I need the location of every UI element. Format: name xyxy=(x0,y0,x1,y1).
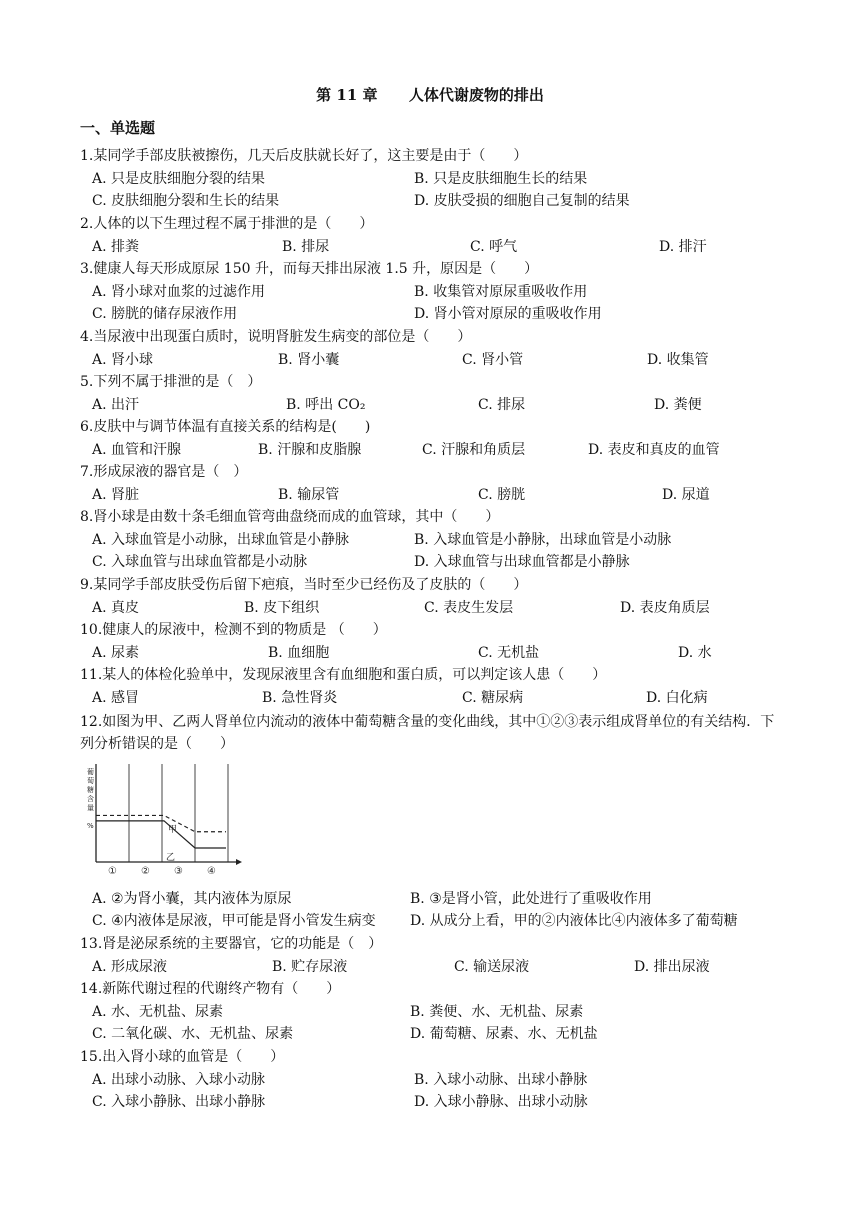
chart-region-dividers xyxy=(129,764,228,862)
chart-axes xyxy=(96,764,242,865)
question-5-option-c: C. 排尿 xyxy=(478,397,526,413)
question-1-option-d: D. 皮肤受损的细胞自己复制的结果 xyxy=(414,193,630,209)
question-13-stem: 13.肾是泌尿系统的主要器官，它的功能是（ ） xyxy=(80,936,383,952)
question-2-option-c: C. 呼气 xyxy=(470,239,518,255)
question-7-stem: 7.形成尿液的器官是（ ） xyxy=(80,464,248,480)
question-14-option-a: A. 水、无机盐、尿素 xyxy=(92,1004,224,1020)
question-6-option-b: B. 汗腺和皮脂腺 xyxy=(258,442,362,458)
section-heading: 一、单选题 xyxy=(80,119,156,137)
question-2-option-d: D. 排汗 xyxy=(659,239,707,255)
question-5-option-a: A. 出汗 xyxy=(92,397,140,413)
question-9-option-b: B. 皮下组织 xyxy=(244,600,320,616)
question-15-option-d: D. 入球小静脉、出球小动脉 xyxy=(414,1094,588,1110)
question-15-option-b: B. 入球小动脉、出球小静脉 xyxy=(414,1072,588,1088)
question-13-option-b: B. 贮存尿液 xyxy=(272,959,348,975)
question-5-option-b: B. 呼出 CO₂ xyxy=(286,397,366,413)
question-12-stem: 12.如图为甲、乙两人肾单位内流动的液体中葡萄糖含量的变化曲线，其中①②③表示组成肾单位的有关结构．下列分析错误的是（ ） xyxy=(80,714,775,752)
question-6-option-c: C. 汗腺和角质层 xyxy=(422,442,526,458)
question-13-option-a: A. 形成尿液 xyxy=(92,959,168,975)
question-15-stem: 15.出入肾小球的血管是（ ） xyxy=(80,1049,285,1065)
y-axis-label-char: 量 xyxy=(87,804,94,812)
question-5-stem: 5.下列不属于排泄的是（ ） xyxy=(80,374,262,390)
series-line-2 xyxy=(96,821,226,848)
x-axis-arrow xyxy=(236,859,242,865)
question-4-option-d: D. 收集管 xyxy=(647,352,709,368)
y-axis-unit: % xyxy=(87,822,94,830)
question-8-option-d: D. 入球血管与出球血管都是小静脉 xyxy=(414,554,630,570)
question-6-option-d: D. 表皮和真皮的血管 xyxy=(588,442,720,458)
question-10-option-a: A. 尿素 xyxy=(92,645,140,661)
question-2-option-a: A. 排粪 xyxy=(92,239,140,255)
question-5-option-d: D. 粪便 xyxy=(654,397,702,413)
y-axis-label-char: 含 xyxy=(87,795,94,803)
question-9-option-d: D. 表皮角质层 xyxy=(620,600,710,616)
question-4-option-c: C. 肾小管 xyxy=(462,352,524,368)
question-10-option-b: B. 血细胞 xyxy=(268,645,330,661)
question-4-stem: 4.当尿液中出现蛋白质时，说明肾脏发生病变的部位是（ ） xyxy=(80,329,472,345)
question-14-option-c: C. 二氧化碳、水、无机盐、尿素 xyxy=(92,1026,294,1042)
question-4-option-a: A. 肾小球 xyxy=(92,352,154,368)
question-7-option-d: D. 尿道 xyxy=(662,487,710,503)
question-1-option-b: B. 只是皮肤细胞生长的结果 xyxy=(414,171,588,187)
question-2-stem: 2.人体的以下生理过程不属于排泄的是（ ） xyxy=(80,216,374,232)
question-12-option-c: C. ④内液体是尿液，甲可能是肾小管发生病变 xyxy=(92,913,376,929)
chart-series xyxy=(96,815,226,848)
question-3-option-c: C. 膀胱的储存尿液作用 xyxy=(92,306,238,322)
question-13-option-d: D. 排出尿液 xyxy=(634,959,710,975)
series-line-1 xyxy=(96,815,226,831)
question-15-option-a: A. 出球小动脉、入球小动脉 xyxy=(92,1072,266,1088)
y-axis-label-char: 糖 xyxy=(87,786,94,794)
region-label: ② xyxy=(141,866,150,877)
question-4-option-b: B. 肾小囊 xyxy=(278,352,340,368)
question-12-option-a: A. ②为肾小囊，其内液体为原尿 xyxy=(92,891,292,907)
series-label-1: 甲 xyxy=(168,825,178,835)
question-8-stem: 8.肾小球是由数十条毛细血管弯曲盘绕而成的血管球，其中（ ） xyxy=(80,509,500,525)
question-8-option-a: A. 入球血管是小动脉，出球血管是小静脉 xyxy=(92,532,350,548)
region-label: ③ xyxy=(174,866,183,877)
question-3-option-b: B. 收集管对原尿重吸收作用 xyxy=(414,284,588,300)
question-9-stem: 9.某同学手部皮肤受伤后留下疤痕，当时至少已经伤及了皮肤的（ ） xyxy=(80,577,528,593)
question-11-option-d: D. 白化病 xyxy=(646,690,708,706)
question-9-option-c: C. 表皮生发层 xyxy=(424,600,514,616)
question-11-option-b: B. 急性肾炎 xyxy=(262,690,338,706)
series-label-2: 乙 xyxy=(166,853,176,863)
question-15-option-c: C. 入球小静脉、出球小静脉 xyxy=(92,1094,266,1110)
question-11-option-c: C. 糖尿病 xyxy=(462,690,524,706)
question-9-option-a: A. 真皮 xyxy=(92,600,140,616)
question-10-option-d: D. 水 xyxy=(678,645,712,661)
page-title: 第 11 章 人体代谢废物的排出 xyxy=(316,86,544,104)
region-label: ① xyxy=(108,866,117,877)
question-6-option-a: A. 血管和汗腺 xyxy=(92,442,182,458)
question-3-stem: 3.健康人每天形成原尿 150 升，而每天排出尿液 1.5 升，原因是（ ） xyxy=(80,261,539,277)
chart-labels xyxy=(87,767,216,877)
question-7-option-a: A. 肾脏 xyxy=(92,487,140,503)
question-10-stem: 10.健康人的尿液中，检测不到的物质是 （ ） xyxy=(80,622,387,638)
question-3-option-d: D. 肾小管对原尿的重吸收作用 xyxy=(414,306,602,322)
question-7-option-c: C. 膀胱 xyxy=(478,487,526,503)
question-1-stem: 1.某同学手部皮肤被擦伤，几天后皮肤就长好了，这主要是由于（ ） xyxy=(80,148,528,164)
question-14-option-b: B. 粪便、水、无机盐、尿素 xyxy=(410,1004,584,1020)
question-7-option-b: B. 输尿管 xyxy=(278,487,340,503)
question-12-option-d: D. 从成分上看，甲的②内液体比④内液体多了葡萄糖 xyxy=(410,913,738,929)
question-13-option-c: C. 输送尿液 xyxy=(454,959,530,975)
question-11-stem: 11.某人的体检化验单中，发现尿液里含有血细胞和蛋白质，可以判定该人患（ ） xyxy=(80,667,607,683)
question-6-stem: 6.皮肤中与调节体温有直接关系的结构是( ) xyxy=(80,419,371,435)
region-label: ④ xyxy=(207,866,216,877)
y-axis-label-char: 萄 xyxy=(87,777,94,785)
question-14-stem: 14.新陈代谢过程的代谢终产物有（ ） xyxy=(80,981,341,997)
question-12-option-b: B. ③是肾小管，此处进行了重吸收作用 xyxy=(410,891,652,907)
glucose-chart xyxy=(86,760,246,880)
question-8-option-b: B. 入球血管是小静脉，出球血管是小动脉 xyxy=(414,532,672,548)
question-3-option-a: A. 肾小球对血浆的过滤作用 xyxy=(92,284,266,300)
question-10-option-c: C. 无机盐 xyxy=(478,645,540,661)
question-8-option-c: C. 入球血管与出球血管都是小动脉 xyxy=(92,554,308,570)
question-11-option-a: A. 感冒 xyxy=(92,690,140,706)
y-axis-label-char: 葡 xyxy=(87,768,94,776)
question-1-option-c: C. 皮肤细胞分裂和生长的结果 xyxy=(92,193,280,209)
question-14-option-d: D. 葡萄糖、尿素、水、无机盐 xyxy=(410,1026,598,1042)
question-2-option-b: B. 排尿 xyxy=(282,239,330,255)
question-1-option-a: A. 只是皮肤细胞分裂的结果 xyxy=(92,171,266,187)
